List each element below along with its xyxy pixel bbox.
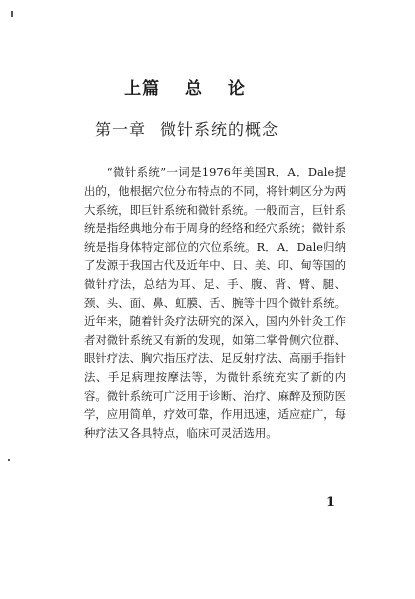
scan-mark	[8, 459, 10, 461]
body-paragraph: “微针系统”一词是1976年美国R．A．Dale提出的，他根据穴位分布特点的不同，将针刺区分为两大系统，即巨针系统和微针系统。一般而言，巨针系统是指经典地分布于周身的经络和经穴系统；微针系统是指身体特定部位的穴位系统。R．A．Dale归纳了发源于我国古代及近年中、日、美、印、甸等国的微针疗法，总结为耳、足、手、腹、背、臂、腿、颈、头、面、鼻、虹膜、舌、腕等十四个微针系统。近年来，随着针灸疗法研究的深入，国内外针灸工作者对微针系统又有新的发现，如第二掌骨侧穴位群、眼针疗法、胸穴指压疗法、足反射疗法、高丽手指针法、手足病理按摩法等，为微针系统充实了新的内容。微针系统可广泛用于诊断、治疗、麻醉及预防医学，应用简单，疗效可靠，作用迅速，适应症广，每种疗法又各具特点，临床可灵活选用。	[84, 165, 346, 440]
part-title: 上篇 总 论	[124, 79, 246, 99]
page-number: 1	[326, 495, 336, 510]
chapter-number: 第一章	[94, 120, 146, 139]
chapter-title: 微针系统的概念	[160, 120, 280, 139]
chapter-heading	[0, 117, 374, 140]
scan-mark	[11, 11, 13, 17]
